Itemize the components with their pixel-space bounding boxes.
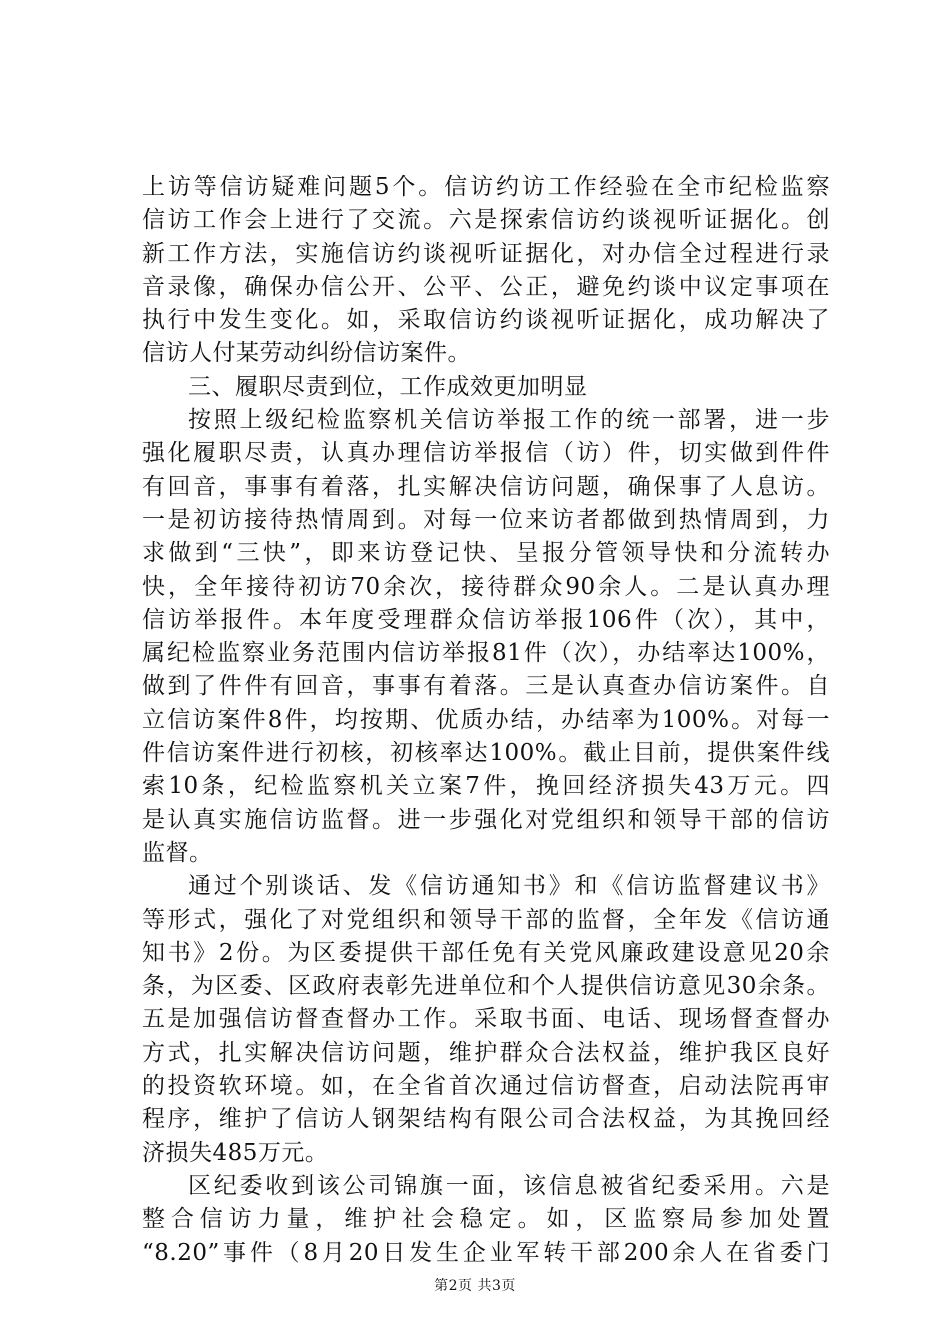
- text-line: 条，为区委、区政府表彰先进单位和个人提供信访意见30余条。: [142, 973, 830, 1000]
- text-line: 信访举报件。本年度受理群众信访举报106件（次），其中，: [142, 606, 830, 633]
- text-line: 上访等信访疑难问题5个。信访约访工作经验在全市纪检监察: [142, 174, 830, 200]
- text-line: 音录像，确保办信公开、公平、公正，避免约谈中议定事项在: [142, 273, 830, 300]
- text-line: 强化履职尽责，认真办理信访举报信（访）件，切实做到件件: [142, 440, 830, 467]
- text-line: 立信访案件8件，均按期、优质办结，办结率为100%。对每一: [142, 706, 830, 733]
- text-line: 属纪检监察业务范围内信访举报81件（次），办结率达100%，: [142, 640, 830, 667]
- text-line: 知书》2份。为区委提供干部任免有关党风廉政建设意见20余: [142, 939, 830, 966]
- text-line: 求做到“三快”，即来访登记快、呈报分管领导快和分流转办: [142, 540, 830, 567]
- text-line: 一是初访接待热情周到。对每一位来访者都做到热情周到，力: [142, 506, 830, 533]
- text-line: 整合信访力量，维护社会稳定。如，区监察局参加处置: [142, 1206, 830, 1233]
- text-line: “8.20”事件（8月20日发生企业军转干部200余人在省委门: [142, 1239, 830, 1266]
- text-line: 新工作方法，实施信访约谈视听证据化，对办信全过程进行录: [142, 240, 830, 267]
- text-line: 是认真实施信访监督。进一步强化对党组织和领导干部的信访: [142, 806, 830, 833]
- text-line: 件信访案件进行初核，初核率达100%。截止目前，提供案件线: [142, 740, 830, 767]
- text-line: 做到了件件有回音，事事有着落。三是认真查办信访案件。自: [142, 673, 830, 700]
- text-line: 按照上级纪检监察机关信访举报工作的统一部署，进一步: [188, 407, 830, 434]
- text-line: 通过个别谈话、发《信访通知书》和《信访监督建议书》: [188, 873, 830, 900]
- text-line: 等形式，强化了对党组织和领导干部的监督，全年发《信访通: [142, 906, 830, 933]
- text-line: 的投资软环境。如，在全省首次通过信访督查，启动法院再审: [142, 1073, 830, 1100]
- text-line: 信访工作会上进行了交流。六是探索信访约谈视听证据化。创: [142, 207, 830, 234]
- text-line: 监督。: [142, 839, 213, 866]
- text-line: 区纪委收到该公司锦旗一面，该信息被省纪委采用。六是: [188, 1172, 830, 1199]
- text-line: 有回音，事事有着落，扎实解决信访问题，确保事了人息访。: [142, 473, 830, 500]
- text-line: 执行中发生变化。如，采取信访约谈视听证据化，成功解决了: [142, 307, 830, 334]
- text-line: 方式，扎实解决信访问题，维护群众合法权益，维护我区良好: [142, 1039, 830, 1066]
- text-line: 济损失485万元。: [142, 1139, 329, 1166]
- text-line: 三、履职尽责到位，工作成效更加明显: [188, 373, 588, 400]
- document-body: [142, 171, 830, 1270]
- text-line: 快，全年接待初访70余次，接待群众90余人。二是认真办理: [142, 573, 830, 600]
- text-line: 索10条，纪检监察机关立案7件，挽回经济损失43万元。四: [142, 773, 830, 800]
- text-line: 程序，维护了信访人钢架结构有限公司合法权益，为其挽回经: [142, 1106, 830, 1133]
- page-footer: 第2页 共3页: [434, 1278, 516, 1294]
- text-line: 信访人付某劳动纠纷信访案件。: [142, 340, 471, 367]
- text-line: 五是加强信访督查督办工作。采取书面、电话、现场督查督办: [142, 1006, 830, 1033]
